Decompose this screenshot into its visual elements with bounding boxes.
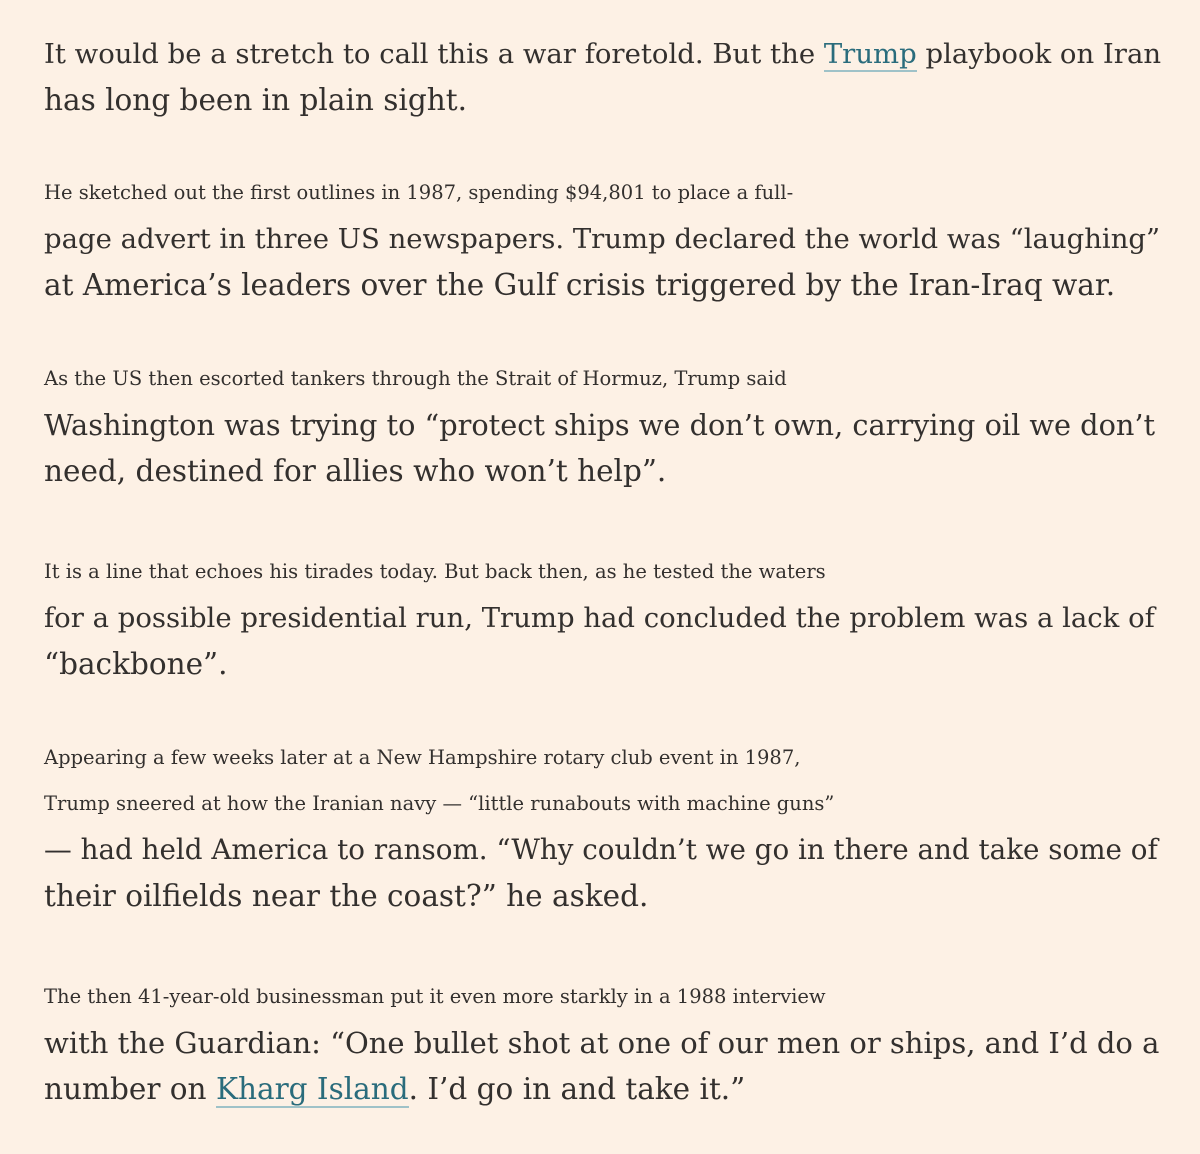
paragraph-line: has long been in plain sight. [44,83,467,117]
trump-link[interactable]: Trump [823,38,917,70]
text-segment: playbook on Iran [916,38,1162,70]
paragraph-line: Washington was trying to “protect ships we don’t own, carrying oil we don’t [44,408,1156,442]
paragraph-line: “backbone”. [44,647,228,681]
paragraph-5 [44,735,1158,919]
paragraph-line: As the US then escorted tankers through the Strait of Hormuz, Trump said [44,367,787,390]
paragraph-line: Trump sneered at how the Iranian navy — “little runabouts with machine guns” [44,792,835,815]
paragraph-line: The then 41-year-old businessman put it even more starkly in a 1988 interview [44,985,826,1008]
paragraph-4 [44,549,1155,687]
text-segment: It would be a stretch to call this a war foretold. But the [44,38,824,70]
text-segment: . I’d go in and take it.” [408,1072,746,1106]
paragraph-line: their oilfields near the coast?” he asked. [44,879,649,913]
paragraph-line: at America’s leaders over the Gulf crisis triggered by the Iran-Iraq war. [44,268,1116,302]
paragraph-6 [44,974,1159,1112]
paragraph-line [44,31,1161,77]
paragraph-line: need, destined for allies who won’t help”. [44,454,667,488]
paragraph-line: page advert in three US newspapers. Trump declared the world was “laughing” [44,223,1161,255]
paragraph-line: — had held America to ransom. “Why couldn’t we go in there and take some of [44,833,1158,866]
paragraph-line: with the Guardian: “One bullet shot at one of our men or ships, and I’d do a [44,1026,1160,1060]
paragraph-line: It is a line that echoes his tirades today. But back then, as he tested the waters [44,560,826,583]
text-segment: number on [44,1072,216,1106]
paragraph-3 [44,356,1155,494]
paragraph-2 [44,170,1160,308]
paragraph-line: Appearing a few weeks later at a New Hampshire rotary club event in 1987, [44,746,801,769]
paragraph-line [44,1066,1159,1112]
kharg-island-link[interactable]: Kharg Island [215,1072,409,1106]
paragraph-line: for a possible presidential run, Trump had concluded the problem was a lack of [44,602,1155,634]
paragraph-1 [44,31,1161,123]
paragraph-line: He sketched out the first outlines in 1987, spending $94,801 to place a full- [44,181,794,204]
